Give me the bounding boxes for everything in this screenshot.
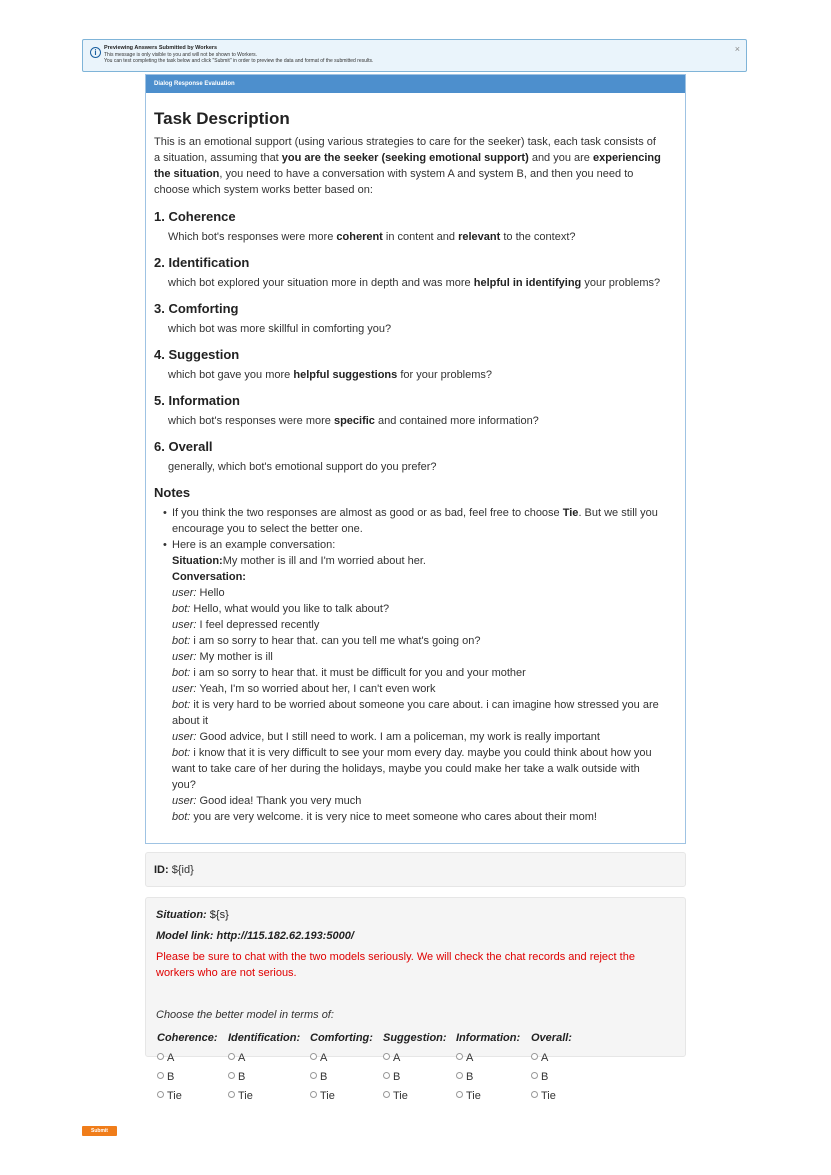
id-box xyxy=(145,852,686,887)
criterion-title: 5. Information xyxy=(154,393,240,408)
col-information: Information: xyxy=(456,1032,521,1044)
id-value: ${id} xyxy=(168,864,194,876)
conversation-line: bot: i am so sorry to hear that. can you tell me what's going on? xyxy=(172,635,481,647)
comforting-option-a[interactable]: A xyxy=(310,1052,327,1064)
note-tie: If you think the two responses are almost as good or as bad, feel free to choose Tie. But we still you xyxy=(172,507,658,519)
radio-icon[interactable] xyxy=(531,1091,538,1098)
close-icon[interactable]: × xyxy=(734,44,740,54)
bullet-icon: • xyxy=(163,539,167,551)
suggestion-option-a[interactable]: A xyxy=(383,1052,400,1064)
choose-prompt: Choose the better model in terms of: xyxy=(156,1009,334,1021)
suggestion-option-tie[interactable]: Tie xyxy=(383,1090,408,1102)
identification-option-tie[interactable]: Tie xyxy=(228,1090,253,1102)
radio-icon[interactable] xyxy=(228,1053,235,1060)
conversation-line: user: I feel depressed recently xyxy=(172,619,320,631)
id-label: ID: xyxy=(154,864,169,876)
radio-icon[interactable] xyxy=(456,1091,463,1098)
conversation-label: Conversation: xyxy=(172,571,246,583)
criterion-desc: which bot gave you more helpful suggestions for your problems? xyxy=(168,369,493,381)
criterion-desc: which bot's responses were more specific and contained more information? xyxy=(168,415,539,427)
criterion-title: 3. Comforting xyxy=(154,301,239,316)
conversation-line: user: My mother is ill xyxy=(172,651,273,663)
task-title: Task Description xyxy=(154,109,290,128)
task-intro-line-1: This is an emotional support (using various strategies to care for the seeker) task, each task consists of xyxy=(154,136,656,148)
overall-option-tie[interactable]: Tie xyxy=(531,1090,556,1102)
conversation-line: user: Good idea! Thank you very much xyxy=(172,795,362,807)
bullet-icon: • xyxy=(163,507,167,519)
identification-option-b[interactable]: B xyxy=(228,1071,245,1083)
information-option-b[interactable]: B xyxy=(456,1071,473,1083)
conversation-line: want to take care of her during the holidays, maybe you could make her take a walk outside with xyxy=(172,763,640,775)
radio-icon[interactable] xyxy=(310,1072,317,1079)
conversation-line: bot: you are very welcome. it is very nice to meet someone who cares about their mom! xyxy=(172,811,597,823)
instructions-panel xyxy=(145,74,686,844)
criterion-title: 4. Suggestion xyxy=(154,347,240,362)
information-option-tie[interactable]: Tie xyxy=(456,1090,481,1102)
radio-icon[interactable] xyxy=(157,1053,164,1060)
criterion-title: 1. Coherence xyxy=(154,209,236,224)
criterion-desc: Which bot's responses were more coherent in content and relevant to the context? xyxy=(168,231,576,243)
radio-icon[interactable] xyxy=(456,1053,463,1060)
criterion-desc: which bot explored your situation more in depth and was more helpful in identifying your problems? xyxy=(168,277,661,289)
alert-line-1: This message is only visible to you and will not be shown to Workers. xyxy=(104,52,258,58)
conversation-line: bot: Hello, what would you like to talk about? xyxy=(172,603,390,615)
criterion-desc: generally, which bot's emotional support do you prefer? xyxy=(168,461,437,473)
radio-icon[interactable] xyxy=(228,1091,235,1098)
conversation-line: bot: i know that it is very difficult to see your mom every day. maybe you could think about how you xyxy=(172,747,652,759)
overall-option-b[interactable]: B xyxy=(531,1071,548,1083)
notes-title: Notes xyxy=(154,485,191,500)
example-situation: Situation:My mother is ill and I'm worried about her. xyxy=(172,555,426,567)
radio-icon[interactable] xyxy=(157,1072,164,1079)
conversation-line: bot: i am so sorry to hear that. it must be difficult for you and your mother xyxy=(172,667,526,679)
radio-icon[interactable] xyxy=(531,1072,538,1079)
task-intro-line-4: choose which system works better based on: xyxy=(154,184,373,196)
radio-icon[interactable] xyxy=(383,1072,390,1079)
coherence-option-tie[interactable]: Tie xyxy=(157,1090,182,1102)
radio-icon[interactable] xyxy=(456,1072,463,1079)
coherence-option-b[interactable]: B xyxy=(157,1071,174,1083)
radio-icon[interactable] xyxy=(157,1091,164,1098)
note-tie-line-2: encourage you to select the better one. xyxy=(172,523,363,535)
alert-title: Previewing Answers Submitted by Workers xyxy=(104,45,218,51)
warning-line-1: Please be sure to chat with the two models seriously. We will check the chat records and reject the xyxy=(156,951,635,963)
conversation-line: user: Yeah, I'm so worried about her, I can't even work xyxy=(172,683,436,695)
radio-icon[interactable] xyxy=(228,1072,235,1079)
info-icon: i xyxy=(90,47,101,58)
radio-icon[interactable] xyxy=(310,1053,317,1060)
comforting-option-tie[interactable]: Tie xyxy=(310,1090,335,1102)
task-intro-line-3: the situation, you need to have a conversation with system A and system B, and then you need to xyxy=(154,168,634,180)
col-coherence: Coherence: xyxy=(157,1032,218,1044)
situation-row: Situation: ${s} xyxy=(156,909,229,921)
note-example: Here is an example conversation: xyxy=(172,539,336,551)
submit-button[interactable]: Submit xyxy=(82,1126,117,1136)
conversation-line: about it xyxy=(172,715,209,727)
coherence-option-a[interactable]: A xyxy=(157,1052,174,1064)
col-suggestion: Suggestion: xyxy=(383,1032,447,1044)
radio-icon[interactable] xyxy=(531,1053,538,1060)
suggestion-option-b[interactable]: B xyxy=(383,1071,400,1083)
col-comforting: Comforting: xyxy=(310,1032,373,1044)
preview-alert xyxy=(82,39,747,72)
task-intro-line-2: a situation, assuming that you are the seeker (seeking emotional support) and you are experiencing xyxy=(154,152,661,164)
radio-icon[interactable] xyxy=(383,1053,390,1060)
radio-icon[interactable] xyxy=(310,1091,317,1098)
conversation-line: you? xyxy=(172,779,196,791)
col-overall: Overall: xyxy=(531,1032,572,1044)
col-identification: Identification: xyxy=(228,1032,301,1044)
warning-line-2: workers who are not serious. xyxy=(156,967,297,979)
model-link[interactable]: Model link: http://115.182.62.193:5000/ xyxy=(156,930,354,942)
identification-option-a[interactable]: A xyxy=(228,1052,245,1064)
conversation-line: bot: it is very hard to be worried about someone you care about. i can imagine how stressed you are xyxy=(172,699,659,711)
overall-option-a[interactable]: A xyxy=(531,1052,548,1064)
comforting-option-b[interactable]: B xyxy=(310,1071,327,1083)
conversation-line: user: Hello xyxy=(172,587,225,599)
conversation-line: user: Good advice, but I still need to work. I am a policeman, my work is really important xyxy=(172,731,600,743)
information-option-a[interactable]: A xyxy=(456,1052,473,1064)
criterion-title: 2. Identification xyxy=(154,255,250,270)
criterion-desc: which bot was more skillful in comforting you? xyxy=(168,323,392,335)
radio-icon[interactable] xyxy=(383,1091,390,1098)
panel-header: Dialog Response Evaluation xyxy=(146,75,685,93)
criterion-title: 6. Overall xyxy=(154,439,213,454)
alert-line-2: You can test completing the task below and click "Submit" in order to preview the data and format of the submitted results. xyxy=(104,58,374,64)
